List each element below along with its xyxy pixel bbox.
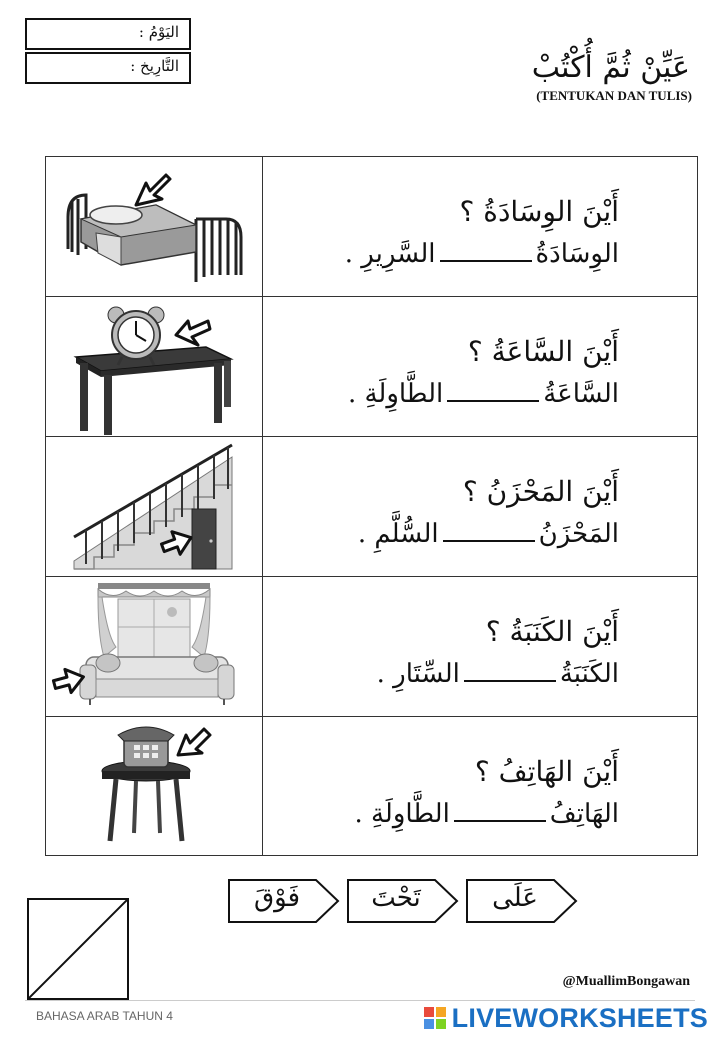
picture-cell (46, 157, 263, 296)
answer-blank[interactable] (464, 670, 556, 682)
answer-object: الطَّاوِلَةِ . (354, 799, 450, 829)
picture-cell (46, 577, 263, 716)
answer-object: السَّرِيرِ . (344, 239, 436, 269)
arrow-icon (158, 527, 196, 559)
answer-object: الطَّاوِلَةِ . (347, 379, 444, 409)
sentence-cell (263, 437, 697, 576)
answer-subject: الهَاتِفُ (549, 799, 619, 829)
stairs-illustration (46, 437, 262, 576)
answer-subject: الوِسَادَةُ (535, 239, 619, 269)
word-bank-option[interactable] (466, 879, 578, 923)
question-text: أَيْنَ السَّاعَةُ ؟ (467, 335, 619, 368)
arrow-icon (132, 169, 174, 209)
answer-blank[interactable] (447, 390, 539, 402)
answer-subject: الكَنَبَةُ (559, 659, 619, 689)
sentence-cell (263, 717, 697, 856)
question-text: أَيْنَ الوِسَادَةُ ؟ (459, 195, 619, 228)
answer-sentence (345, 239, 619, 269)
word-bank-label: عَلَى (492, 883, 538, 913)
answer-subject: المَحْزَنُ (538, 519, 619, 549)
liveworksheets-logo[interactable] (424, 1003, 708, 1034)
exercise-row (46, 437, 697, 577)
exercise-row (46, 297, 697, 437)
sentence-cell (263, 577, 697, 716)
answer-sentence (358, 519, 619, 549)
day-field[interactable] (25, 18, 191, 50)
word-bank-option[interactable] (228, 879, 340, 923)
exercise-table (45, 156, 698, 856)
answer-blank[interactable] (454, 810, 546, 822)
question-text: أَيْنَ الهَاتِفُ ؟ (474, 755, 619, 788)
clock-table-illustration (46, 297, 262, 436)
picture-cell (46, 297, 263, 436)
sentence-cell (263, 297, 697, 436)
question-text: أَيْنَ المَحْزَنُ ؟ (462, 475, 619, 508)
logo-icon (424, 1005, 446, 1027)
footer-subject: BAHASA ARAB TAHUN 4 (36, 1009, 173, 1023)
instruction-title: عَيِّنْ ثُمَّ أُكْتُبْ (531, 50, 690, 85)
day-label: اليَوْمُ : (138, 23, 179, 41)
answer-sentence (377, 659, 619, 689)
word-bank-label: تَحْتَ (371, 883, 421, 913)
arrow-icon (50, 665, 90, 699)
answer-object: السُّلَّمِ . (357, 519, 439, 549)
instruction-subtitle: (TENTUKAN DAN TULIS) (536, 88, 692, 103)
date-label: التَّارِيخ : (130, 57, 179, 75)
answer-blank[interactable] (440, 250, 532, 262)
exercise-row (46, 717, 697, 856)
exercise-row (46, 157, 697, 297)
score-box (27, 898, 129, 1000)
author-credit: @MuallimBongawan (562, 974, 690, 989)
footer-divider (25, 1000, 695, 1001)
answer-sentence (354, 799, 619, 829)
telephone-table-illustration (46, 717, 262, 856)
answer-sentence (348, 379, 619, 409)
answer-subject: السَّاعَةُ (543, 379, 619, 409)
arrow-icon (172, 311, 214, 351)
date-field[interactable] (25, 52, 191, 84)
answer-blank[interactable] (443, 530, 535, 542)
picture-cell (46, 437, 263, 576)
picture-cell (46, 717, 263, 856)
answer-object: السِّتَارِ . (376, 659, 460, 689)
sentence-cell (263, 157, 697, 296)
logo-text: LIVEWORKSHEETS (451, 1003, 708, 1033)
question-text: أَيْنَ الكَنَبَةُ ؟ (485, 615, 619, 648)
exercise-row (46, 577, 697, 717)
arrow-icon (174, 725, 214, 761)
word-bank-option[interactable] (347, 879, 459, 923)
word-bank-label: فَوْقَ (253, 883, 301, 913)
